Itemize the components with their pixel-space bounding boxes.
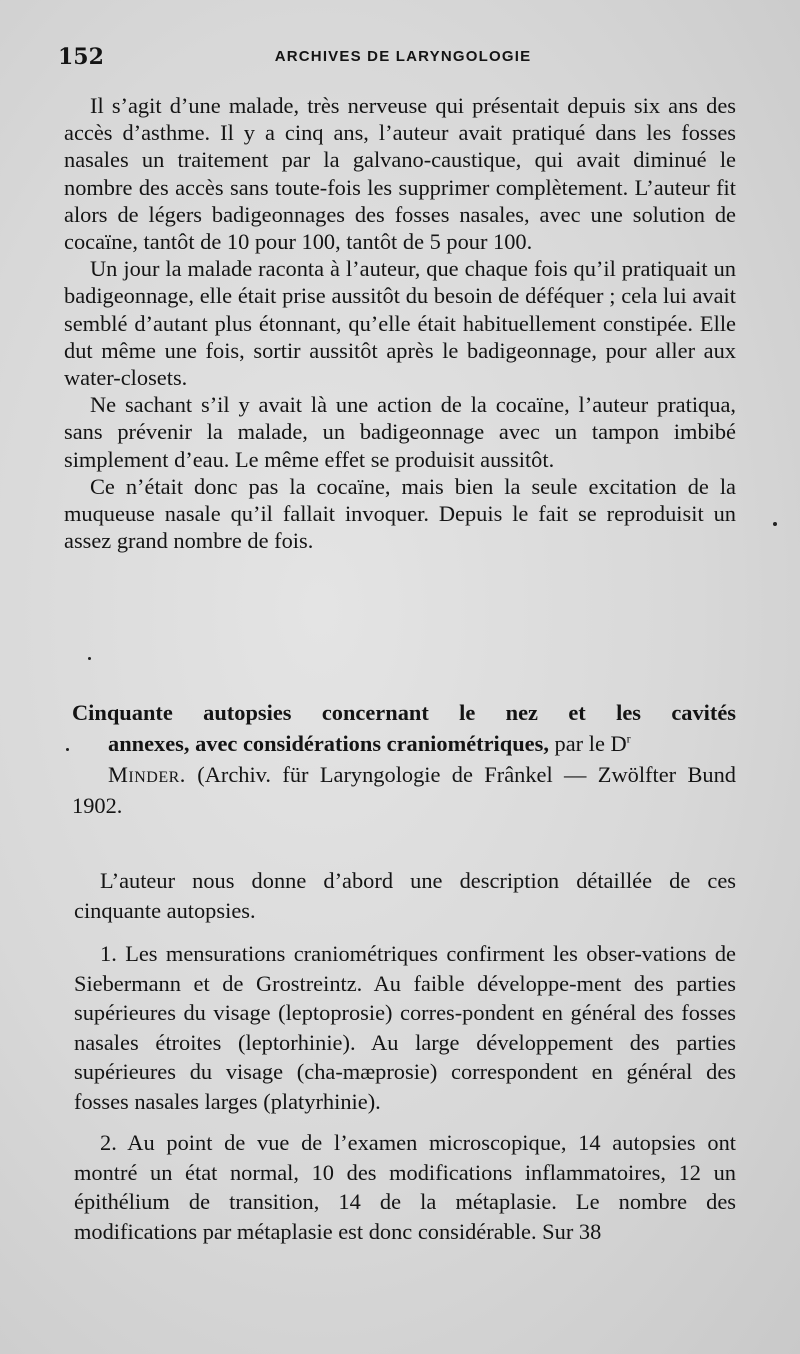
running-head: ARCHIVES DE LARYNGOLOGIE <box>274 48 532 65</box>
article-title-line-2: annexes, avec considérations craniométriques, <box>108 731 549 756</box>
review-text <box>74 866 736 1258</box>
paragraph-point-2: 2. Au point de vue de l’examen microscopique, 14 autopsies ont montré un état normal, 10 des modifications inflammatoires, 12 un épithélium de transition, 14 de la métaplasie. Le nombre des modifications par métaplasie est donc considérable. Sur 38 <box>74 1130 736 1244</box>
article-heading <box>72 697 736 821</box>
case-report-text <box>64 92 736 554</box>
paragraph-observation: Un jour la malade raconta à l’auteur, que chaque fois qu’il pratiquait un badigeonnage, elle était prise aussitôt du besoin de déféquer ; cela lui avait semblé d’autant plus étonnant, qu’elle était habituellement constipée. Elle dut même une fois, sortir aussitôt après le badigeonnage, pour aller aux water-closets. <box>64 256 736 391</box>
paragraph-point-1: 1. Les mensurations craniométriques confirment les obser-vations de Siebermann et de Grostreintz. Au faible développe-ment des parties supérieures du visage (leptoprosie) corres-pondent en général des fosses nasales étroites (leptorhinie). Au large développement des parties supérieures du visage (cha-mæprosie) correspondent en général des fosses nasales larges (platyrhinie). <box>74 941 736 1114</box>
byline-sup: r <box>626 731 631 746</box>
article-title-line-1: Cinquante autopsies concernant le nez et les cavités <box>72 700 736 725</box>
paragraph-case-history: Il s’agit d’une malade, très nerveuse qui présentait depuis six ans des accès d’asthme. Il y a cinq ans, l’auteur avait pratiqué dans les fosses nasales un traitement par la galvano-caustique, qui avait diminué le nombre des accès sans toute-fois les supprimer complètement. L’auteur fit alors de légers badigeonnages des fosses nasales, avec une solution de cocaïne, tantôt de 10 pour 100, tantôt de 5 pour 100. <box>64 93 736 255</box>
page-header <box>58 44 748 74</box>
byline-par: par le D <box>554 731 627 756</box>
article-source: (Archiv. für Laryngologie de Frânkel — Zwölfter Bund 1902. <box>72 762 736 818</box>
paragraph-conclusion: Ce n’était donc pas la cocaïne, mais bien la seule excitation de la muqueuse nasale qu’il fallait invoquer. Depuis le fait se reproduisit un assez grand nombre de fois. <box>64 473 736 554</box>
page-number: 152 <box>58 44 104 70</box>
paragraph-intro: L’auteur nous donne d’abord une description détaillée de ces cinquante autopsies. <box>74 868 736 923</box>
paragraph-experiment: Ne sachant s’il y avait là une action de la cocaïne, l’auteur pratiqua, sans prévenir la malade, un badigeonnage avec un tampon imbibé simplement d’eau. Le même effet se produisit aussitôt. <box>64 392 736 472</box>
ink-speck <box>66 748 69 751</box>
article-author: Minder. <box>108 762 186 787</box>
ink-speck <box>88 657 91 660</box>
ink-speck <box>773 522 777 526</box>
